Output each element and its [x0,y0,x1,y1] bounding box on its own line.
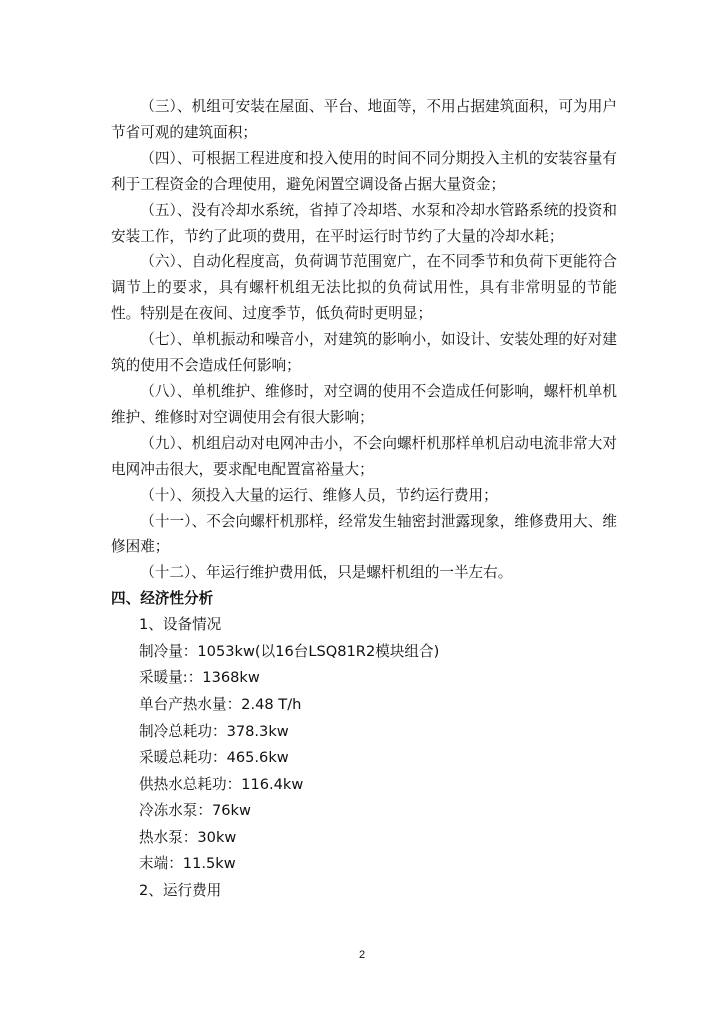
spec-chilled-water-pump: 冷冻水泵：76kw [139,802,251,820]
advantage-paragraph-6: （六）、自动化程度高，负荷调节范围宽广，在不同季节和负荷下更能符合调节上的要求，具有螺杆机组无法比拟的负荷试用性，具有非常明显的节能性。特别是在夜间、过度季节，低负荷时更明显； [111,253,617,323]
section-heading: 四、经济性分析 [111,590,214,608]
advantage-paragraph-9: （九）、机组启动对电网冲击小，不会向螺杆机那样单机启动电流非常大对电网冲击很大，要求配电配置富裕量大； [111,434,617,478]
spec-cooling-power: 制冷总耗功：378.3kw [139,722,289,740]
spec-hot-water-output: 单台产热水量：2.48 T/h [139,695,302,713]
advantage-paragraph-12: （十二）、年运行维护费用低，只是螺杆机组的一半左右。 [140,564,513,582]
spec-hot-water-pump: 热水泵：30kw [139,828,237,846]
document-body [111,94,617,905]
advantage-paragraph-11: （十一）、不会向螺杆机那样，经常发生轴密封泄露现象，维修费用大、维修困难； [111,512,617,556]
advantage-paragraph-4: （四）、可根据工程进度和投入使用的时间不同分期投入主机的安装容量有利于工程资金的合理使用，避免闲置空调设备占据大量资金； [111,149,617,193]
equipment-title: 1、设备情况 [139,616,222,634]
spec-hot-water-power: 供热水总耗功：116.4kw [139,775,304,793]
advantage-paragraph-3: （三）、机组可安装在屋面、平台、地面等，不用占据建筑面积，可为用户节省可观的建筑面积； [111,98,617,141]
advantage-paragraph-10: （十）、须投入大量的运行、维修人员，节约运行费用； [140,486,498,504]
advantage-paragraph-5: （五）、没有冷却水系统，省掉了冷却塔、水泵和冷却水管路系统的投资和安装工作，节约了此项的费用，在平时运行时节约了大量的冷却水耗； [111,201,617,245]
advantage-paragraph-7: （七）、单机振动和噪音小，对建筑的影响小，如设计、安装处理的好对建筑的使用不会造成任何影响； [111,331,617,375]
page-number: 2 [358,949,366,961]
spec-cooling-capacity: 制冷量：1053kw(以16台LSQ81R2模块组合) [139,642,440,660]
operating-cost-title: 2、运行费用 [139,882,222,900]
advantage-paragraph-8: （八）、单机维护、维修时，对空调的使用不会造成任何影响，螺杆机单机维护、维修时对空调使用会有很大影响； [111,382,617,426]
spec-heating-capacity: 采暖量:：1368kw [139,669,260,687]
spec-heating-power: 采暖总耗功：465.6kw [139,749,289,767]
spec-terminal: 末端：11.5kw [139,855,236,873]
